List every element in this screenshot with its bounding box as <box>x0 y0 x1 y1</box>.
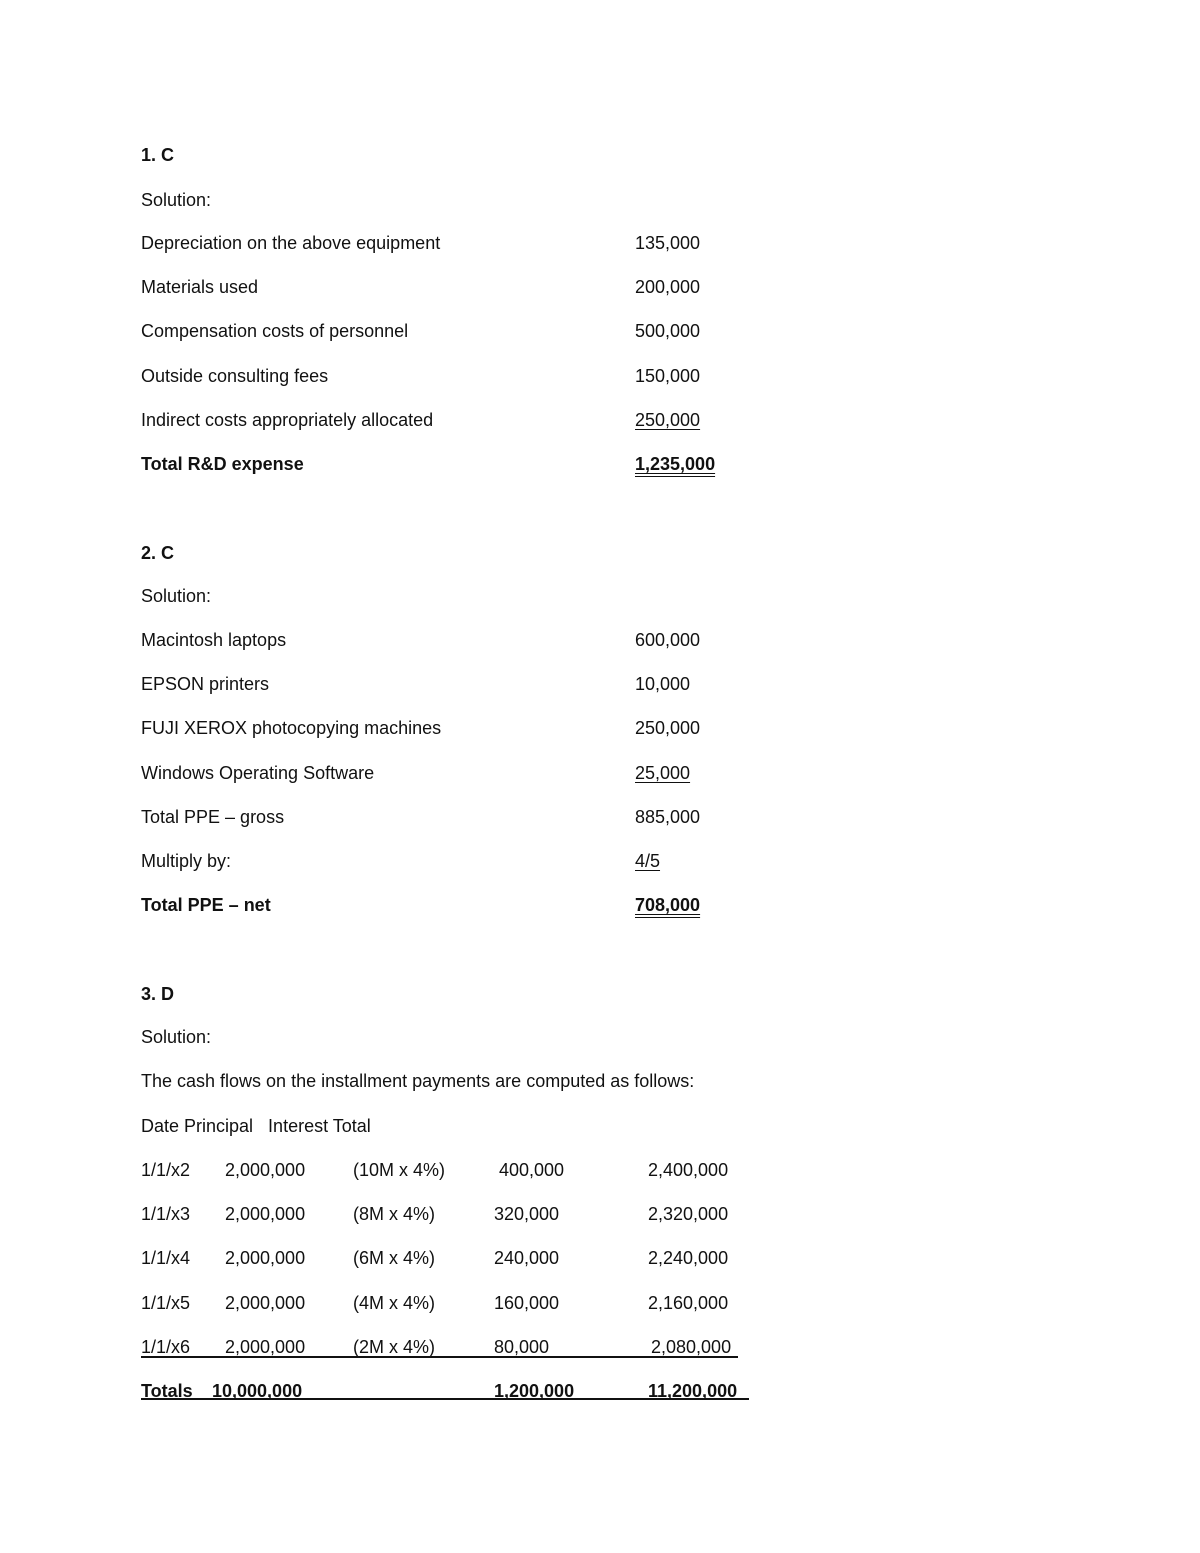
q3-subtotal-rule <box>141 1356 738 1358</box>
q3-row-total: 2,320,000 <box>648 1204 729 1224</box>
q3-row-interest: 80,000 <box>494 1337 550 1357</box>
q3-totals-principal: 10,000,000 <box>212 1381 303 1401</box>
q3-row-total: 2,400,000 <box>648 1160 729 1180</box>
q3-row-basis: (6M x 4%) <box>353 1248 436 1268</box>
q3-row-basis: (10M x 4%) <box>353 1160 446 1180</box>
q3-totals-interest: 1,200,000 <box>494 1381 575 1401</box>
q2-solution-label: Solution: <box>141 586 212 606</box>
q2-row-value: 25,000 <box>635 763 691 783</box>
q3-row-total: 2,160,000 <box>648 1293 729 1313</box>
q1-row-value: 135,000 <box>635 233 701 253</box>
q3-row-basis: (4M x 4%) <box>353 1293 436 1313</box>
q2-row-label: Total PPE – gross <box>141 807 285 827</box>
q3-row-interest: 320,000 <box>494 1204 560 1224</box>
q1-row-label: Depreciation on the above equipment <box>141 233 441 253</box>
q3-row-principal: 2,000,000 <box>225 1160 306 1180</box>
q1-row-value: 500,000 <box>635 321 701 341</box>
q2-row-label: EPSON printers <box>141 674 270 694</box>
q3-row-interest: 400,000 <box>499 1160 565 1180</box>
q1-row-value: 250,000 <box>635 410 701 430</box>
q3-row-date: 1/1/x4 <box>141 1248 191 1268</box>
q1-total-label: Total R&D expense <box>141 454 304 474</box>
q3-solution-label: Solution: <box>141 1027 212 1047</box>
q2-total-value: 708,000 <box>635 895 701 915</box>
q3-row-principal: 2,000,000 <box>225 1337 306 1357</box>
q2-row-label: Multiply by: <box>141 851 232 871</box>
q3-totals-label: Totals <box>141 1381 193 1401</box>
q3-row-basis: (8M x 4%) <box>353 1204 436 1224</box>
q2-row-value: 885,000 <box>635 807 701 827</box>
q1-solution-label: Solution: <box>141 190 212 210</box>
q3-intro: The cash flows on the installment payments are computed as follows: <box>141 1071 695 1091</box>
q2-row-value: 4/5 <box>635 851 661 871</box>
q3-row-basis: (2M x 4%) <box>353 1337 436 1357</box>
q2-total-label: Total PPE – net <box>141 895 271 915</box>
q3-row-date: 1/1/x5 <box>141 1293 191 1313</box>
q1-row-label: Outside consulting fees <box>141 366 329 386</box>
q3-totals-rule <box>141 1398 749 1400</box>
q3-row-principal: 2,000,000 <box>225 1293 306 1313</box>
q3-row-date: 1/1/x3 <box>141 1204 191 1224</box>
q3-header: 3. D <box>141 984 175 1004</box>
q2-row-label: Windows Operating Software <box>141 763 375 783</box>
q2-row-value: 10,000 <box>635 674 691 694</box>
q1-row-label: Materials used <box>141 277 259 297</box>
q3-row-principal: 2,000,000 <box>225 1248 306 1268</box>
q1-row-label: Indirect costs appropriately allocated <box>141 410 434 430</box>
q1-row-label: Compensation costs of personnel <box>141 321 409 341</box>
q1-row-value: 200,000 <box>635 277 701 297</box>
q3-row-principal: 2,000,000 <box>225 1204 306 1224</box>
q1-total-value: 1,235,000 <box>635 454 716 474</box>
q3-table-header: Date Principal Interest Total <box>141 1116 371 1136</box>
q2-header: 2. C <box>141 543 175 563</box>
q2-row-label: Macintosh laptops <box>141 630 287 650</box>
q3-row-total: 2,080,000 <box>651 1337 732 1357</box>
q3-row-date: 1/1/x2 <box>141 1160 191 1180</box>
q1-header: 1. C <box>141 145 175 165</box>
q2-row-value: 600,000 <box>635 630 701 650</box>
q1-row-value: 150,000 <box>635 366 701 386</box>
q3-row-interest: 240,000 <box>494 1248 560 1268</box>
q3-row-interest: 160,000 <box>494 1293 560 1313</box>
q3-totals-total: 11,200,000 <box>648 1381 738 1401</box>
q3-row-date: 1/1/x6 <box>141 1337 191 1357</box>
q2-row-value: 250,000 <box>635 718 701 738</box>
q3-row-total: 2,240,000 <box>648 1248 729 1268</box>
q2-row-label: FUJI XEROX photocopying machines <box>141 718 442 738</box>
